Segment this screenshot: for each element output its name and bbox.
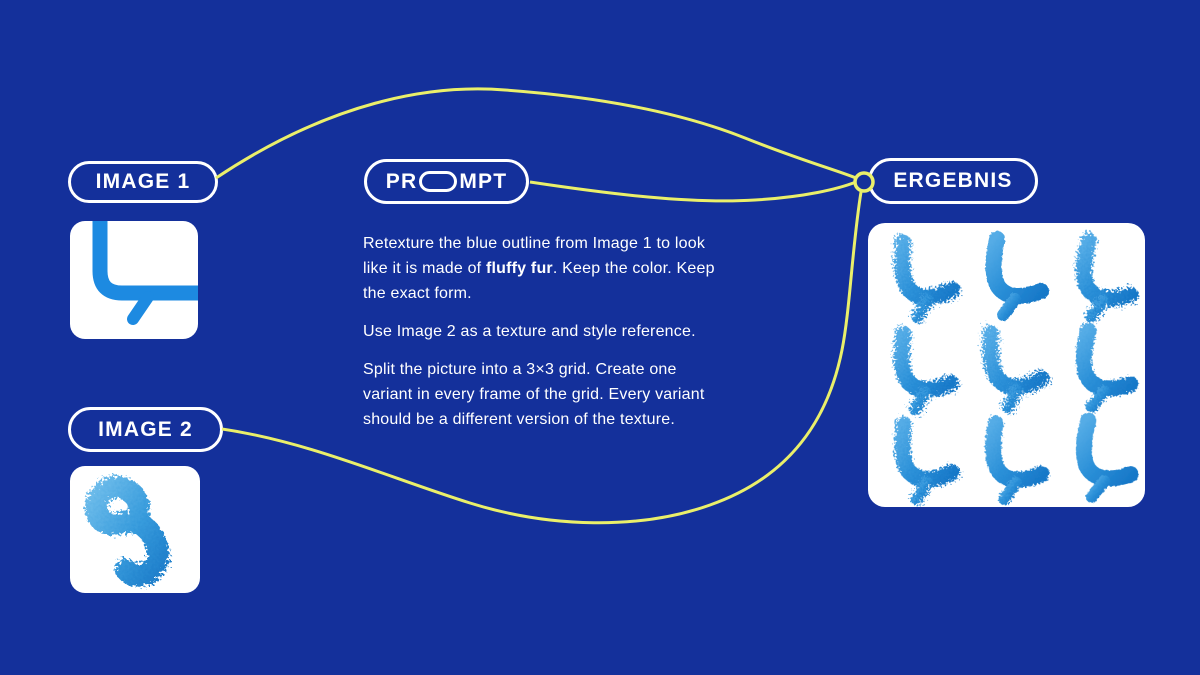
prompt-paragraph-1: [363, 231, 753, 306]
result-variant-5: [988, 327, 1046, 409]
prompt-bold-phrase: fluffy fur: [485, 260, 553, 277]
ergebnis-pill-label: ERGEBNIS: [893, 169, 1013, 192]
result-variant-6: [1082, 330, 1132, 408]
prompt-o-oval-icon: [419, 171, 457, 192]
image2-pill-label: IMAGE 2: [98, 417, 193, 441]
result-variant-1: [900, 238, 955, 319]
prompt-line: Retexture the blue outline from Image 1 to look: [363, 235, 706, 252]
image1-pill: [68, 161, 218, 203]
prompt-pill: [364, 159, 529, 204]
fluffy-s-shape: [70, 466, 200, 593]
prompt-text: [363, 231, 753, 445]
result-grid-image: [868, 223, 1145, 507]
ergebnis-pill: [868, 158, 1038, 204]
image2-thumbnail: [70, 466, 200, 593]
prompt-paragraph-2: [363, 319, 753, 344]
prompt-line: should be a different version of the texture.: [363, 411, 676, 428]
result-variant-9: [1082, 420, 1132, 498]
result-variant-7: [900, 420, 954, 500]
prompt-line: the exact form.: [363, 285, 472, 302]
image1-pill-label: IMAGE 1: [95, 170, 191, 193]
prompt-line: Split the picture into a 3×3 grid. Create one: [363, 361, 677, 378]
prompt-pill-label-pre: PR: [385, 169, 418, 193]
prompt-line: like it is made of fluffy fur. Keep the color. Keep: [363, 260, 715, 277]
result-variants-grid: [868, 223, 1145, 507]
connector-prompt-to-result: [530, 182, 856, 201]
image1-thumbnail: [70, 221, 198, 339]
prompt-line: variant in every frame of the grid. Every variant: [363, 386, 705, 403]
result-variant-4: [900, 331, 953, 410]
result-variant-3: [1081, 240, 1132, 318]
result-variant-8: [992, 422, 1042, 500]
prompt-line: Use Image 2 as a texture and style reference.: [363, 323, 696, 340]
result-variant-2: [994, 239, 1041, 315]
prompt-paragraph-3: [363, 357, 753, 432]
image2-pill: [68, 407, 223, 452]
prompt-pill-label-post: MPT: [459, 169, 508, 193]
blue-outline-shape: [70, 221, 198, 339]
connector-image1-to-result: [216, 89, 856, 178]
